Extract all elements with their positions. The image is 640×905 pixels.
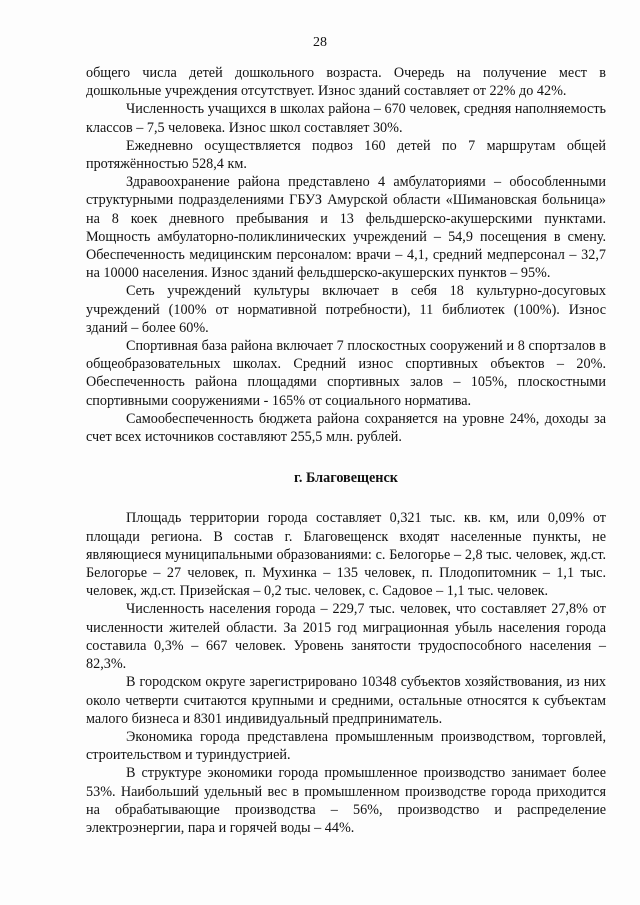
paragraph: Сеть учреждений культуры включает в себя 18 культурно-досуговых учреждений (100% от нормативной потребности), 11 библиотек (100%). Износ зданий – более 60%. xyxy=(86,283,606,336)
paragraph: Самообеспеченность бюджета района сохраняется на уровне 24%, доходы за счет всех источников составляют 255,5 млн. рублей. xyxy=(86,410,606,446)
paragraph: Численность населения города – 229,7 тыс. человек, что составляет 27,8% от численности жителей области. За 2015 год миграционная убыль населения города составила 0,3% – 667 человек. Уровень занятости трудоспособного населения – 82,3%. xyxy=(86,601,606,673)
page-number: 28 xyxy=(313,35,327,50)
document-body xyxy=(86,64,606,837)
paragraph: общего числа детей дошкольного возраста. Очередь на получение мест в дошкольные учреждения отсутствует. Износ зданий составляет от 22% до 42%. xyxy=(86,65,606,100)
paragraph: Численность учащихся в школах района – 670 человек, средняя наполняемость классов – 7,5 человека. Износ школ составляет 30%. xyxy=(86,101,606,136)
paragraph: Площадь территории города составляет 0,321 тыс. кв. км, или 0,09% от площади региона. В состав г. Благовещенск входят населенные пункты, не являющиеся муниципальными образованиями: с. Белогорье – 2,8 тыс. человек, жд.ст. Белогорье – 27 человек, п. Мухинка – 135 человек, п. Плодопитомник – 1,1 тыс. человек, жд.ст. Призейская – 0,2 тыс. человек, с. Садовое – 1,1 тыс. человек. xyxy=(86,510,606,600)
section-heading: г. Благовещенск xyxy=(294,470,398,487)
paragraph: В городском округе зарегистрировано 10348 субъектов хозяйствования, из них около четверти считаются крупными и средними, остальные относятся к субъектам малого бизнеса и 8301 индивидуальный предприниматель. xyxy=(86,674,606,727)
paragraph: Спортивная база района включает 7 плоскостных сооружений и 8 спортзалов в общеобразовательных школах. Средний износ спортивных объектов – 20%. Обеспеченность района площадями спортивных залов – 105%, плоскостными спортивными сооружениями - 165% от социального норматива. xyxy=(86,338,606,409)
paragraph: Ежедневно осуществляется подвоз 160 детей по 7 маршрутам общей протяжённостью 528,4 км. xyxy=(86,137,606,173)
paragraph: Здравоохранение района представлено 4 амбулаториями – обособленными структурными подразделениями ГБУЗ Амурской области «Шимановская больница» на 8 коек дневного пребывания и 13 фельдшерско-акушерскими пунктами. Мощность амбулаторно-поликлинических учреждений – 54,9 посещения в смену. Обеспеченность медицинским персоналом: врачи – 4,1, средний медперсонал – 32,7 на 10000 населения. Износ зданий фельдшерско-акушерских пунктов – 95%. xyxy=(86,174,606,282)
paragraph: Экономика города представлена промышленным производством, торговлей, строительством и туриндустрией. xyxy=(86,728,606,764)
paragraph: В структуре экономики города промышленное производство занимает более 53%. Наибольший удельный вес в промышленном производстве города приходится на обрабатывающие производства – 56%, производство и распределение электроэнергии, пара и горячей воды – 44%. xyxy=(86,765,606,836)
